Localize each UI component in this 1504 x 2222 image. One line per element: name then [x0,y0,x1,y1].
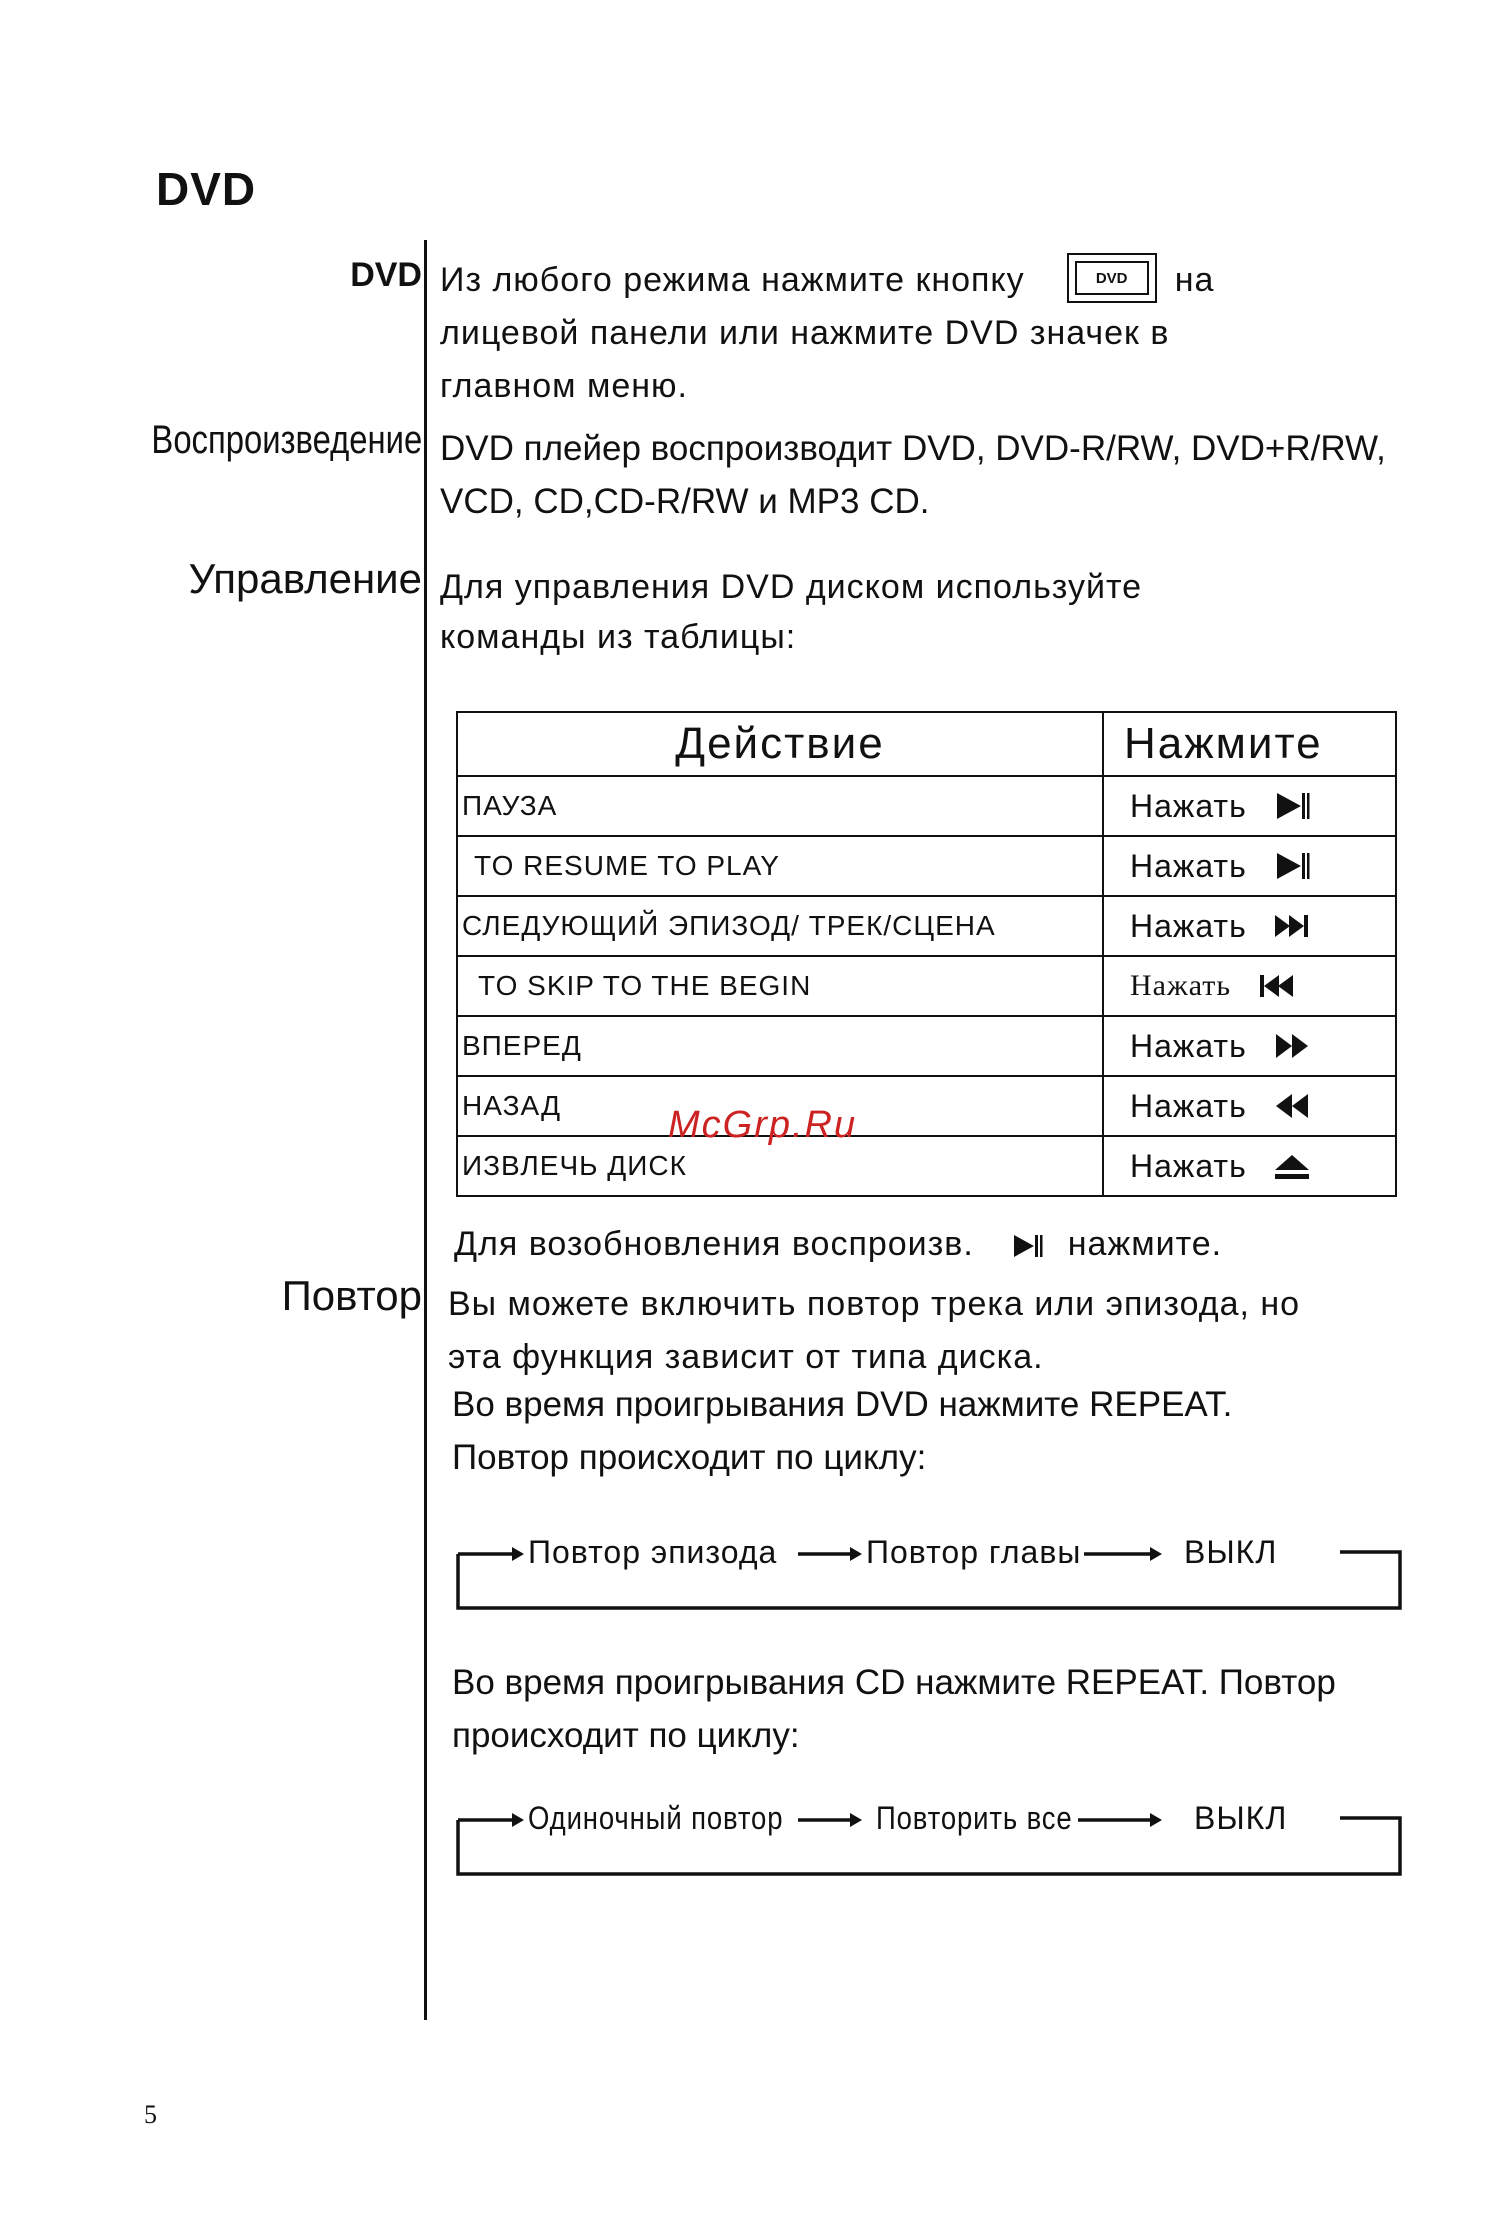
playback-line-1: DVD плейер воспроизводит DVD, DVD-R/RW, DVD+R/RW, [440,429,1386,468]
skip-previous-icon [1257,967,1295,1005]
repeat-dvd-line-1: Во время проигрывания DVD нажмите REPEAT. [452,1385,1233,1424]
vertical-divider [424,240,427,2020]
press-cell: Нажать [1130,847,1247,884]
table-row [457,776,1396,836]
page-number: 5 [144,2100,157,2129]
dvd-line-1: Из любого режима нажмите кнопку DVD на [440,254,1214,307]
dvd-line-2: лицевой панели или нажмите DVD значек в [440,314,1170,353]
dvd-cycle-step-3: ВЫКЛ [1184,1534,1278,1570]
dvd-paragraph [440,254,1214,413]
cd-cycle-step-3: ВЫКЛ [1194,1800,1288,1836]
watermark: McGrp.Ru [668,1104,858,1146]
table-row [457,1016,1396,1076]
repeat-cd-line-2: происходит по циклу: [452,1716,800,1755]
table-row [457,956,1396,1016]
repeat-cd-paragraph [452,1656,1336,1762]
section-label-repeat: Повтор [281,1272,422,1319]
section-label-control: Управление [188,555,422,602]
skip-next-icon [1273,907,1311,945]
play-pause-icon [1273,847,1311,885]
table-row [457,1136,1396,1196]
page-title: DVD [156,163,257,215]
playback-paragraph [440,422,1386,528]
section-label-dvd: DVD [350,256,422,294]
cd-cycle-step-2: Повторить все [876,1800,1073,1836]
action-cell: СЛЕДУЮЩИЙ ЭПИЗОД/ ТРЕК/СЦЕНА [462,910,996,941]
eject-icon [1273,1147,1311,1185]
action-cell: НАЗАД [462,1090,562,1121]
repeat-cd-line-1: Во время проигрывания CD нажмите REPEAT. Повтор [452,1663,1336,1702]
action-cell: ПАУЗА [462,790,558,821]
fast-forward-icon [1273,1027,1311,1065]
press-cell: Нажать [1130,1027,1247,1064]
press-cell: Нажать [1130,1087,1247,1124]
commands-table [456,711,1397,1197]
rewind-icon [1273,1087,1311,1125]
repeat-dvd-paragraph [452,1378,1232,1484]
cd-cycle-step-1: Одиночный повтор [528,1800,784,1836]
control-line-2: команды из таблицы: [440,618,797,656]
dvd-cycle-step-2: Повтор главы [866,1534,1082,1570]
header-press: Нажмите [1103,712,1396,776]
repeat-line-2: эта функция зависит от типа диска. [448,1338,1044,1376]
press-cell: Нажать [1130,787,1247,824]
section-label-playback: Воспроизведение [151,418,422,462]
table-header-row [457,712,1396,776]
playback-line-2: VCD, CD,CD-R/RW и MP3 CD. [440,482,930,521]
action-cell: ВПЕРЕД [462,1030,582,1061]
press-cell: Нажать [1130,1147,1247,1184]
repeat-line-1: Вы можете включить повтор трека или эпизода, но [448,1285,1301,1323]
play-pause-icon [1273,787,1311,825]
repeat-dvd-line-2: Повтор происходит по циклу: [452,1438,927,1477]
dvd-repeat-cycle [456,1520,1402,1630]
control-paragraph [440,562,1142,662]
cd-repeat-cycle [456,1786,1402,1896]
repeat-paragraph [448,1278,1300,1384]
press-cell: Нажать [1130,907,1247,944]
press-cell: Нажать [1130,969,1232,1002]
dvd-line-3: главном меню. [440,367,688,406]
action-cell: TO RESUME TO PLAY [474,850,780,881]
control-line-1: Для управления DVD диском используйте [440,568,1143,606]
action-cell: TO SKIP TO THE BEGIN [478,970,812,1001]
header-action: Действие [457,712,1103,776]
table-row [457,896,1396,956]
resume-note: Для возобновления воспроизв. нажмите. [454,1225,1223,1263]
table-row [457,836,1396,896]
dvd-cycle-step-1: Повтор эпизода [528,1534,778,1570]
play-pause-icon [1010,1229,1044,1263]
action-cell: ИЗВЛЕЧЬ ДИСК [462,1150,687,1181]
table-row [457,1076,1396,1136]
dvd-button-icon: DVD [1067,253,1157,303]
